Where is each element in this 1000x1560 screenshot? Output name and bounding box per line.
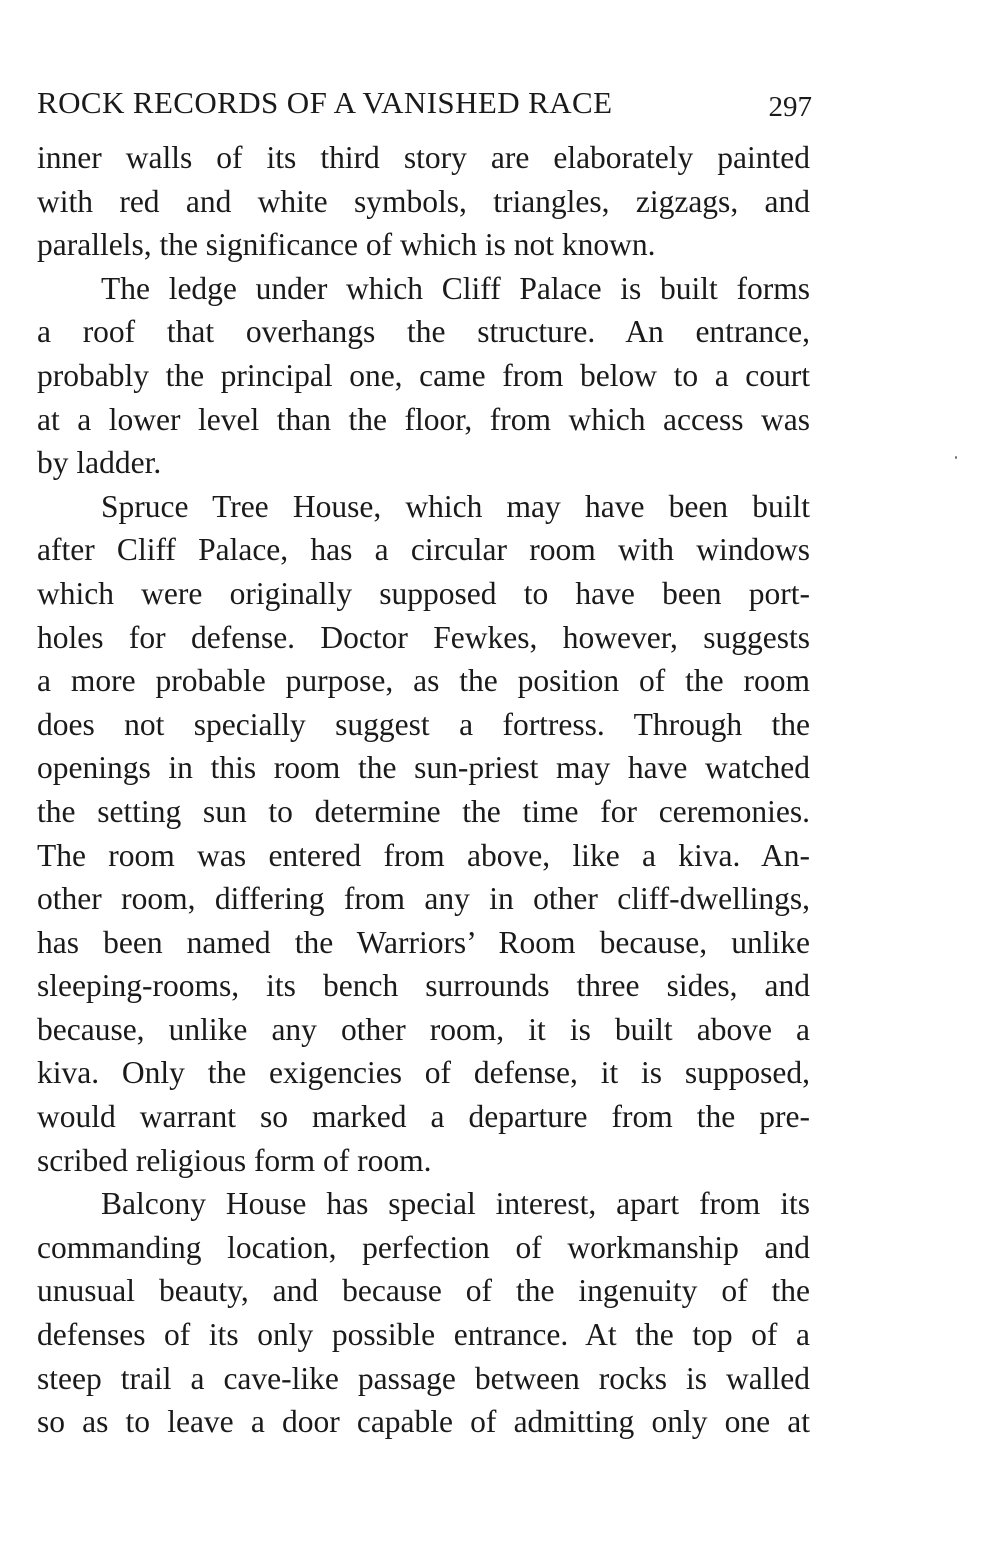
text-line: the setting sun to determine the time for ceremonies. [37, 793, 810, 829]
text-line: a more probable purpose, as the position of the room [37, 663, 810, 699]
text-line: unusual beauty, and because of the ingenuity of the [37, 1273, 810, 1309]
text-line: would warrant so marked a departure from the pre- [37, 1099, 810, 1135]
page-number: 297 [768, 91, 812, 123]
text-line: inner walls of its third story are elaborately painted [37, 140, 810, 175]
text-line: defenses of its only possible entrance. At the top of a [37, 1317, 810, 1353]
paragraph [37, 485, 810, 1183]
text-line: steep trail a cave-like passage between rocks is walled [37, 1360, 810, 1396]
text-line: Spruce Tree House, which may have been built [101, 488, 810, 524]
paragraph [37, 1182, 810, 1444]
text-line: at a lower level than the floor, from which access was [37, 401, 810, 437]
text-line: kiva. Only the exigencies of defense, it is supposed, [37, 1055, 810, 1091]
text-line: has been named the Warriors’ Room because, unlike [37, 924, 810, 960]
text-line: other room, differing from any in other cliff-dwellings, [37, 881, 810, 917]
running-title: ROCK RECORDS OF A VANISHED RACE [37, 85, 613, 120]
text-line: openings in this room the sun-priest may have watched [37, 750, 810, 786]
text-line: by ladder. [37, 445, 162, 481]
text-line: holes for defense. Doctor Fewkes, however, suggests [37, 619, 810, 655]
text-line: because, unlike any other room, it is built above a [37, 1011, 810, 1047]
text-line: scribed religious form of room. [37, 1142, 432, 1178]
text-line: probably the principal one, came from below to a court [37, 357, 810, 393]
text-line: a roof that overhangs the structure. An entrance, [37, 314, 810, 350]
text-line: does not specially suggest a fortress. Through the [37, 706, 810, 742]
text-line: commanding location, perfection of workmanship and [37, 1229, 810, 1265]
scan-speck [955, 456, 957, 459]
text-line: The ledge under which Cliff Palace is built forms [101, 270, 810, 306]
text-line: so as to leave a door capable of admitting only one at [37, 1404, 810, 1440]
paragraph [37, 136, 810, 267]
text-line: Balcony House has special interest, apart from its [101, 1186, 810, 1222]
paragraph [37, 267, 810, 485]
text-line: sleeping-rooms, its bench surrounds three sides, and [37, 968, 810, 1004]
text-line: The room was entered from above, like a kiva. An- [37, 837, 810, 873]
text-line: with red and white symbols, triangles, zigzags, and [37, 183, 810, 219]
running-head [37, 78, 812, 128]
body-text [37, 136, 810, 1444]
text-line: after Cliff Palace, has a circular room with windows [37, 532, 810, 568]
text-line: parallels, the significance of which is not known. [37, 227, 656, 263]
text-line: which were originally supposed to have been port- [37, 575, 810, 611]
